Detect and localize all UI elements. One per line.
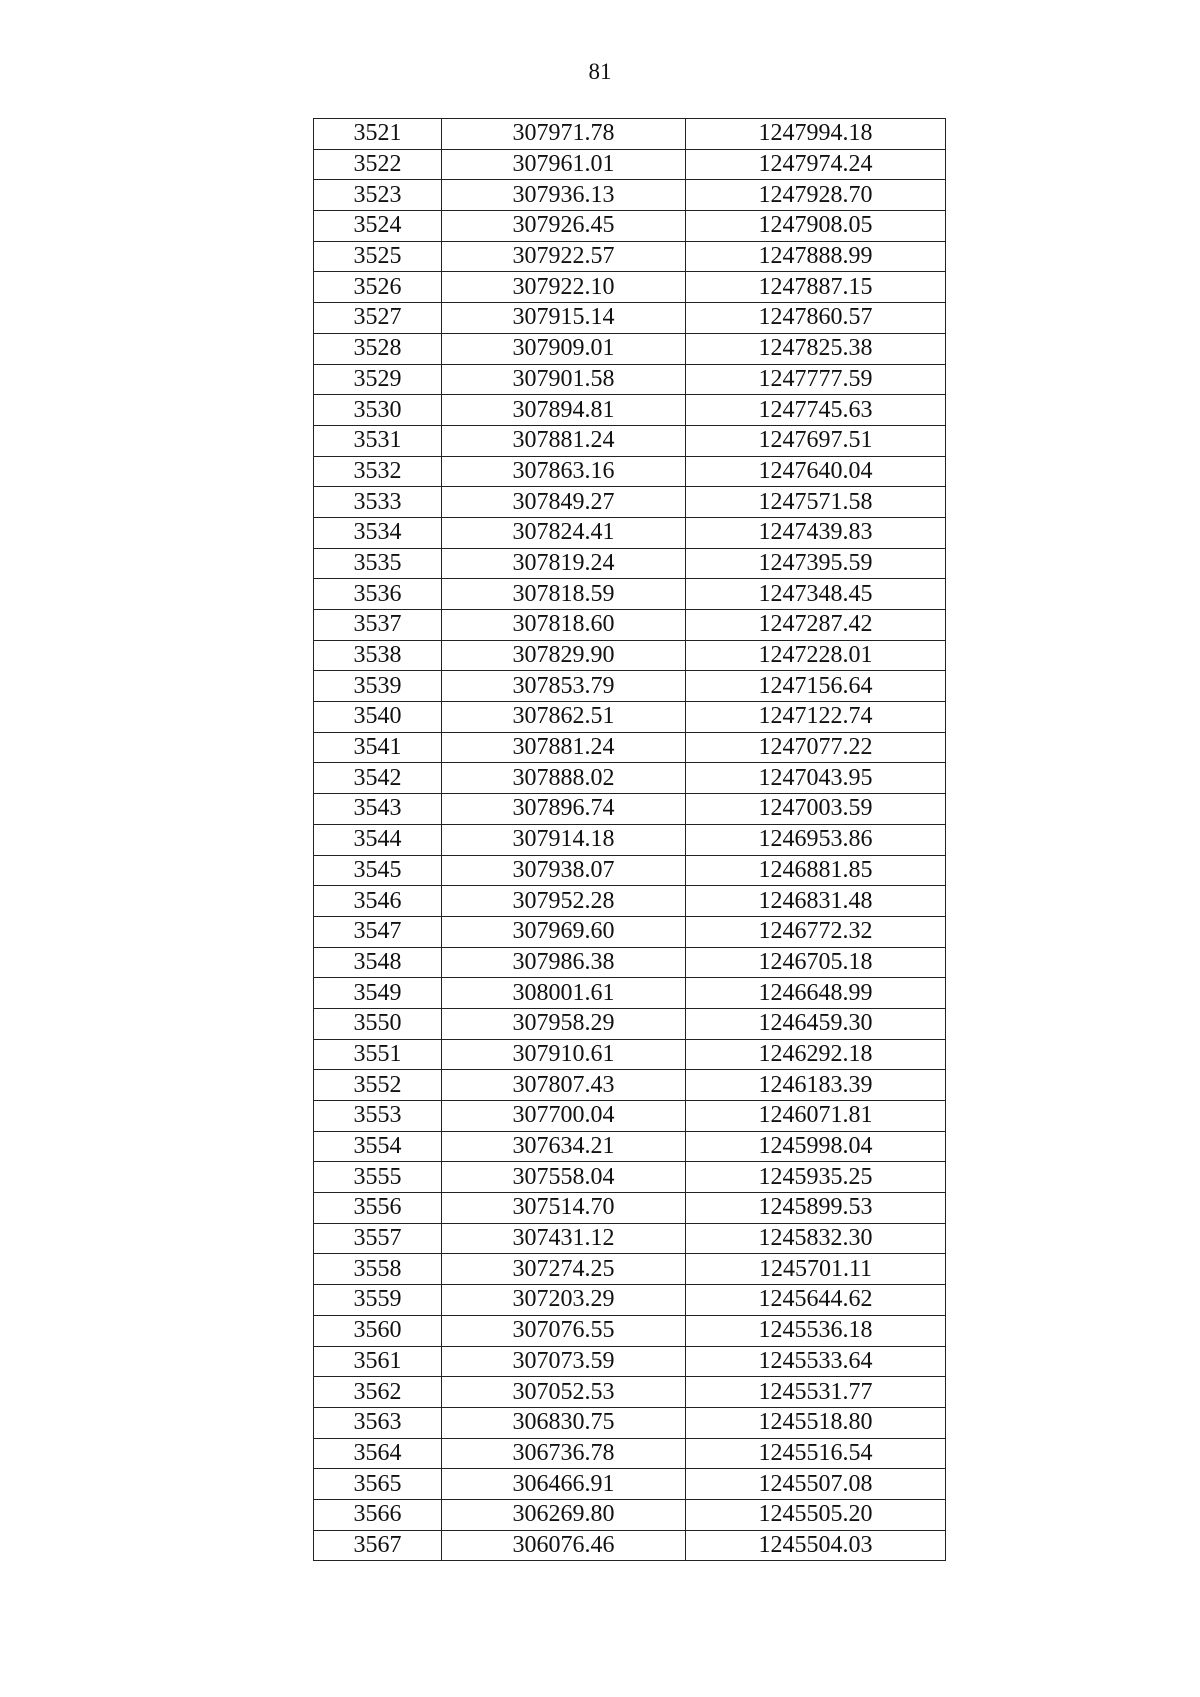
x-coordinate-cell: 306076.46 [442, 1530, 686, 1561]
table-row [314, 640, 946, 671]
y-coordinate-cell: 1246881.85 [686, 855, 946, 886]
x-coordinate-cell: 306830.75 [442, 1407, 686, 1438]
y-coordinate-cell: 1246071.81 [686, 1101, 946, 1132]
x-coordinate-cell: 307818.60 [442, 610, 686, 641]
y-coordinate-cell: 1247122.74 [686, 702, 946, 733]
table-row [314, 579, 946, 610]
point-number-cell: 3542 [314, 763, 442, 794]
y-coordinate-cell: 1245899.53 [686, 1193, 946, 1224]
y-coordinate-cell: 1247928.70 [686, 180, 946, 211]
table-row [314, 149, 946, 180]
point-number-cell: 3535 [314, 548, 442, 579]
x-coordinate-cell: 308001.61 [442, 978, 686, 1009]
y-coordinate-cell: 1245935.25 [686, 1162, 946, 1193]
table-row [314, 1254, 946, 1285]
y-coordinate-cell: 1247888.99 [686, 241, 946, 272]
point-number-cell: 3552 [314, 1070, 442, 1101]
x-coordinate-cell: 306466.91 [442, 1469, 686, 1500]
x-coordinate-cell: 307894.81 [442, 395, 686, 426]
x-coordinate-cell: 307558.04 [442, 1162, 686, 1193]
point-number-cell: 3549 [314, 978, 442, 1009]
y-coordinate-cell: 1247908.05 [686, 211, 946, 242]
point-number-cell: 3545 [314, 855, 442, 886]
x-coordinate-cell: 306269.80 [442, 1499, 686, 1530]
table-row [314, 364, 946, 395]
y-coordinate-cell: 1245507.08 [686, 1469, 946, 1500]
point-number-cell: 3521 [314, 119, 442, 150]
point-number-cell: 3534 [314, 517, 442, 548]
x-coordinate-cell: 307818.59 [442, 579, 686, 610]
point-number-cell: 3526 [314, 272, 442, 303]
y-coordinate-cell: 1245644.62 [686, 1285, 946, 1316]
table-row [314, 886, 946, 917]
point-number-cell: 3553 [314, 1101, 442, 1132]
point-number-cell: 3532 [314, 456, 442, 487]
x-coordinate-cell: 307824.41 [442, 517, 686, 548]
x-coordinate-cell: 307274.25 [442, 1254, 686, 1285]
y-coordinate-cell: 1247825.38 [686, 333, 946, 364]
y-coordinate-cell: 1247994.18 [686, 119, 946, 150]
x-coordinate-cell: 307807.43 [442, 1070, 686, 1101]
y-coordinate-cell: 1246953.86 [686, 824, 946, 855]
point-number-cell: 3527 [314, 303, 442, 334]
x-coordinate-cell: 307853.79 [442, 671, 686, 702]
point-number-cell: 3550 [314, 1008, 442, 1039]
y-coordinate-cell: 1246648.99 [686, 978, 946, 1009]
y-coordinate-cell: 1247777.59 [686, 364, 946, 395]
point-number-cell: 3562 [314, 1377, 442, 1408]
y-coordinate-cell: 1246183.39 [686, 1070, 946, 1101]
table-row [314, 180, 946, 211]
x-coordinate-cell: 307909.01 [442, 333, 686, 364]
y-coordinate-cell: 1247974.24 [686, 149, 946, 180]
x-coordinate-cell: 307926.45 [442, 211, 686, 242]
point-number-cell: 3560 [314, 1315, 442, 1346]
table-row [314, 517, 946, 548]
x-coordinate-cell: 307922.10 [442, 272, 686, 303]
y-coordinate-cell: 1246292.18 [686, 1039, 946, 1070]
point-number-cell: 3548 [314, 947, 442, 978]
x-coordinate-cell: 307073.59 [442, 1346, 686, 1377]
point-number-cell: 3558 [314, 1254, 442, 1285]
point-number-cell: 3540 [314, 702, 442, 733]
table-row [314, 1530, 946, 1561]
point-number-cell: 3567 [314, 1530, 442, 1561]
table-row [314, 425, 946, 456]
point-number-cell: 3522 [314, 149, 442, 180]
y-coordinate-cell: 1247287.42 [686, 610, 946, 641]
table-row [314, 1070, 946, 1101]
x-coordinate-cell: 307936.13 [442, 180, 686, 211]
y-coordinate-cell: 1247860.57 [686, 303, 946, 334]
y-coordinate-cell: 1246772.32 [686, 916, 946, 947]
point-number-cell: 3529 [314, 364, 442, 395]
table-row [314, 211, 946, 242]
coordinates-table-body [314, 119, 946, 1561]
table-row [314, 1469, 946, 1500]
y-coordinate-cell: 1247228.01 [686, 640, 946, 671]
table-row [314, 119, 946, 150]
x-coordinate-cell: 307971.78 [442, 119, 686, 150]
x-coordinate-cell: 307938.07 [442, 855, 686, 886]
point-number-cell: 3546 [314, 886, 442, 917]
point-number-cell: 3551 [314, 1039, 442, 1070]
point-number-cell: 3554 [314, 1131, 442, 1162]
y-coordinate-cell: 1245536.18 [686, 1315, 946, 1346]
x-coordinate-cell: 307829.90 [442, 640, 686, 671]
table-row [314, 1039, 946, 1070]
x-coordinate-cell: 307914.18 [442, 824, 686, 855]
point-number-cell: 3525 [314, 241, 442, 272]
y-coordinate-cell: 1247697.51 [686, 425, 946, 456]
x-coordinate-cell: 307969.60 [442, 916, 686, 947]
table-row [314, 702, 946, 733]
table-row [314, 1407, 946, 1438]
y-coordinate-cell: 1247571.58 [686, 487, 946, 518]
table-row [314, 1162, 946, 1193]
x-coordinate-cell: 307986.38 [442, 947, 686, 978]
y-coordinate-cell: 1247745.63 [686, 395, 946, 426]
x-coordinate-cell: 307881.24 [442, 732, 686, 763]
x-coordinate-cell: 307431.12 [442, 1223, 686, 1254]
y-coordinate-cell: 1247640.04 [686, 456, 946, 487]
table-row [314, 1438, 946, 1469]
table-row [314, 548, 946, 579]
table-row [314, 947, 946, 978]
y-coordinate-cell: 1246459.30 [686, 1008, 946, 1039]
point-number-cell: 3556 [314, 1193, 442, 1224]
x-coordinate-cell: 307634.21 [442, 1131, 686, 1162]
y-coordinate-cell: 1245533.64 [686, 1346, 946, 1377]
table-row [314, 456, 946, 487]
point-number-cell: 3561 [314, 1346, 442, 1377]
table-row [314, 1101, 946, 1132]
table-row [314, 794, 946, 825]
point-number-cell: 3557 [314, 1223, 442, 1254]
x-coordinate-cell: 307896.74 [442, 794, 686, 825]
table-row [314, 303, 946, 334]
table-row [314, 1193, 946, 1224]
point-number-cell: 3531 [314, 425, 442, 456]
table-row [314, 1377, 946, 1408]
x-coordinate-cell: 307958.29 [442, 1008, 686, 1039]
y-coordinate-cell: 1245505.20 [686, 1499, 946, 1530]
table-row [314, 1008, 946, 1039]
point-number-cell: 3555 [314, 1162, 442, 1193]
x-coordinate-cell: 307076.55 [442, 1315, 686, 1346]
y-coordinate-cell: 1247077.22 [686, 732, 946, 763]
y-coordinate-cell: 1247043.95 [686, 763, 946, 794]
point-number-cell: 3547 [314, 916, 442, 947]
x-coordinate-cell: 307862.51 [442, 702, 686, 733]
y-coordinate-cell: 1246705.18 [686, 947, 946, 978]
x-coordinate-cell: 307922.57 [442, 241, 686, 272]
y-coordinate-cell: 1247887.15 [686, 272, 946, 303]
x-coordinate-cell: 307849.27 [442, 487, 686, 518]
table-row [314, 1131, 946, 1162]
point-number-cell: 3528 [314, 333, 442, 364]
table-row [314, 395, 946, 426]
y-coordinate-cell: 1247395.59 [686, 548, 946, 579]
x-coordinate-cell: 307052.53 [442, 1377, 686, 1408]
x-coordinate-cell: 307203.29 [442, 1285, 686, 1316]
table-row [314, 855, 946, 886]
point-number-cell: 3523 [314, 180, 442, 211]
x-coordinate-cell: 307910.61 [442, 1039, 686, 1070]
point-number-cell: 3538 [314, 640, 442, 671]
y-coordinate-cell: 1245518.80 [686, 1407, 946, 1438]
point-number-cell: 3565 [314, 1469, 442, 1500]
y-coordinate-cell: 1246831.48 [686, 886, 946, 917]
point-number-cell: 3544 [314, 824, 442, 855]
point-number-cell: 3566 [314, 1499, 442, 1530]
table-row [314, 763, 946, 794]
point-number-cell: 3537 [314, 610, 442, 641]
x-coordinate-cell: 307901.58 [442, 364, 686, 395]
table-row [314, 1346, 946, 1377]
table-row [314, 978, 946, 1009]
table-row [314, 487, 946, 518]
table-row [314, 1315, 946, 1346]
point-number-cell: 3524 [314, 211, 442, 242]
table-row [314, 1223, 946, 1254]
x-coordinate-cell: 307514.70 [442, 1193, 686, 1224]
coordinates-table-container [313, 118, 945, 1561]
point-number-cell: 3536 [314, 579, 442, 610]
y-coordinate-cell: 1247003.59 [686, 794, 946, 825]
coordinates-table [313, 118, 946, 1561]
x-coordinate-cell: 307881.24 [442, 425, 686, 456]
y-coordinate-cell: 1245504.03 [686, 1530, 946, 1561]
table-row [314, 241, 946, 272]
point-number-cell: 3539 [314, 671, 442, 702]
x-coordinate-cell: 307863.16 [442, 456, 686, 487]
y-coordinate-cell: 1245832.30 [686, 1223, 946, 1254]
y-coordinate-cell: 1247156.64 [686, 671, 946, 702]
x-coordinate-cell: 307915.14 [442, 303, 686, 334]
y-coordinate-cell: 1245531.77 [686, 1377, 946, 1408]
x-coordinate-cell: 307952.28 [442, 886, 686, 917]
y-coordinate-cell: 1247439.83 [686, 517, 946, 548]
point-number-cell: 3543 [314, 794, 442, 825]
table-row [314, 333, 946, 364]
x-coordinate-cell: 307888.02 [442, 763, 686, 794]
point-number-cell: 3530 [314, 395, 442, 426]
table-row [314, 732, 946, 763]
table-row [314, 1499, 946, 1530]
table-row [314, 671, 946, 702]
x-coordinate-cell: 307700.04 [442, 1101, 686, 1132]
page-number: 81 [588, 59, 612, 84]
y-coordinate-cell: 1245516.54 [686, 1438, 946, 1469]
point-number-cell: 3564 [314, 1438, 442, 1469]
y-coordinate-cell: 1245701.11 [686, 1254, 946, 1285]
x-coordinate-cell: 307961.01 [442, 149, 686, 180]
point-number-cell: 3559 [314, 1285, 442, 1316]
table-row [314, 916, 946, 947]
table-row [314, 272, 946, 303]
table-row [314, 1285, 946, 1316]
x-coordinate-cell: 306736.78 [442, 1438, 686, 1469]
point-number-cell: 3541 [314, 732, 442, 763]
point-number-cell: 3533 [314, 487, 442, 518]
x-coordinate-cell: 307819.24 [442, 548, 686, 579]
point-number-cell: 3563 [314, 1407, 442, 1438]
table-row [314, 824, 946, 855]
y-coordinate-cell: 1247348.45 [686, 579, 946, 610]
y-coordinate-cell: 1245998.04 [686, 1131, 946, 1162]
table-row [314, 610, 946, 641]
